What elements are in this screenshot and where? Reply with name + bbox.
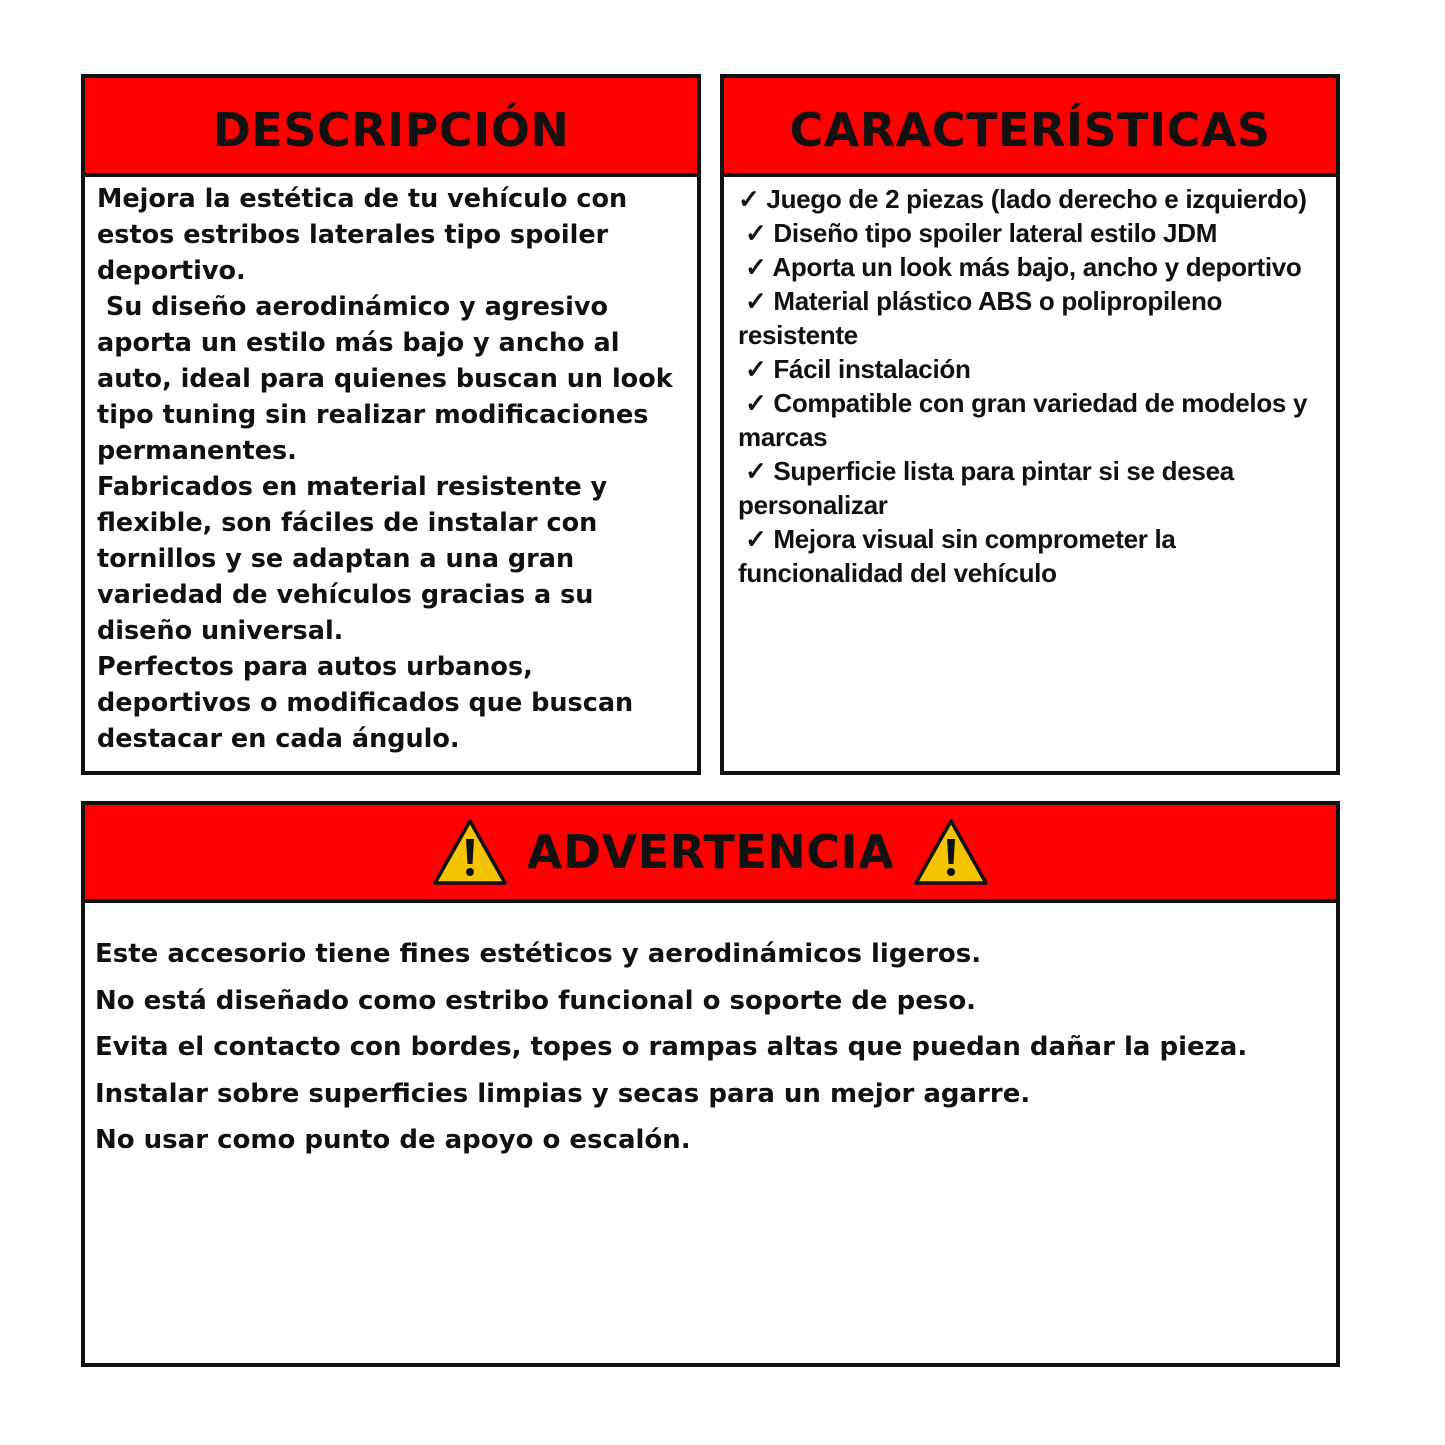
warning-triangle-icon xyxy=(912,817,990,887)
description-panel xyxy=(81,74,701,775)
description-body xyxy=(85,177,697,757)
description-paragraph: Fabricados en material resistente y flexible, son fáciles de instalar con tornillos y se adaptan a una gran variedad de vehículos gracias a su diseño universal. xyxy=(97,472,617,646)
description-paragraph: Su diseño aerodinámico y agresivo aporta un estilo más bajo y ancho al auto, ideal para quienes buscan un look tipo tuning sin realizar modificaciones permanentes. xyxy=(97,292,682,466)
warning-panel xyxy=(81,801,1340,1367)
feature-item: ✓ Compatible con gran variedad de modelos y marcas xyxy=(738,388,1315,452)
warning-line: Instalar sobre superficies limpias y secas para un mejor agarre. xyxy=(95,1078,1031,1109)
warning-title: ADVERTENCIA xyxy=(526,825,895,879)
warning-body xyxy=(85,903,1336,1164)
feature-item: ✓ Superficie lista para pintar si se desea personalizar xyxy=(738,456,1241,520)
warning-line: No está diseñado como estribo funcional o soporte de peso. xyxy=(95,985,977,1016)
feature-item: ✓ Diseño tipo spoiler lateral estilo JDM xyxy=(738,218,1218,248)
description-paragraph: Perfectos para autos urbanos, deportivos o modificados que buscan destacar en cada ángulo. xyxy=(97,652,643,754)
description-paragraph: Mejora la estética de tu vehículo con estos estribos laterales tipo spoiler deportivo. xyxy=(97,184,637,286)
warning-line: Este accesorio tiene fines estéticos y aerodinámicos ligeros. xyxy=(95,939,982,969)
features-panel xyxy=(720,74,1340,775)
description-header: DESCRIPCIÓN xyxy=(85,78,697,177)
feature-item: ✓ Juego de 2 piezas (lado derecho e izquierdo) xyxy=(738,184,1307,214)
feature-item: ✓ Fácil instalación xyxy=(738,354,971,384)
features-list xyxy=(724,177,1336,590)
warning-line: No usar como punto de apoyo o escalón. xyxy=(95,1125,691,1155)
warning-triangle-icon xyxy=(431,817,509,887)
feature-item: ✓ Material plástico ABS o polipropileno resistente xyxy=(738,286,1230,350)
features-header: CARACTERÍSTICAS xyxy=(724,78,1336,177)
warning-header xyxy=(85,805,1336,903)
warning-line: Evita el contacto con bordes, topes o rampas altas que puedan dañar la pieza. xyxy=(95,1032,1248,1062)
feature-item: ✓ Mejora visual sin comprometer la funcionalidad del vehículo xyxy=(738,524,1183,588)
feature-item: ✓ Aporta un look más bajo, ancho y deportivo xyxy=(738,252,1302,282)
